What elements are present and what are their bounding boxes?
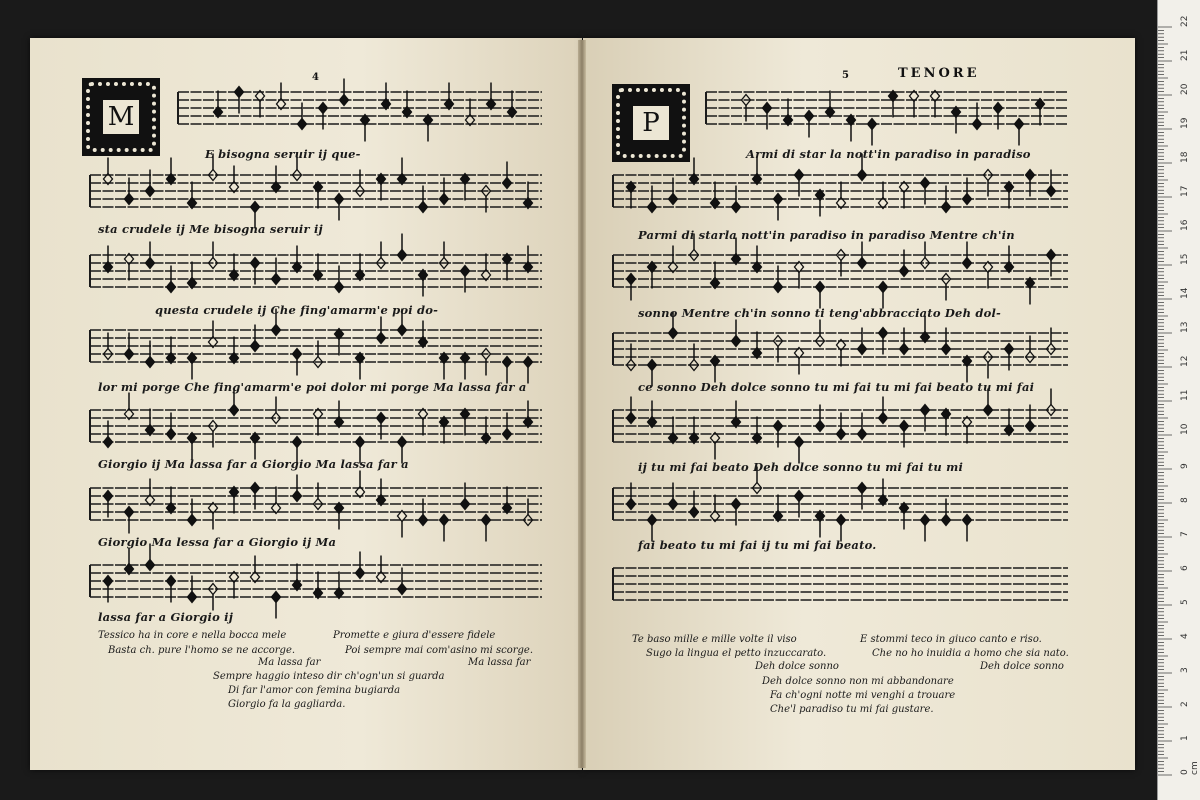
lyric-line-7: lassa far a Giorgio ij bbox=[98, 610, 234, 624]
note bbox=[230, 405, 239, 416]
lyric-line-5: Giorgio ij Ma lassa far a Giorgio Ma lassa far a bbox=[98, 457, 409, 471]
verse-line: E stommi teco in giuco canto e riso. bbox=[860, 634, 1042, 645]
note bbox=[251, 483, 260, 494]
staff bbox=[706, 91, 1068, 146]
note bbox=[146, 357, 155, 368]
note bbox=[1047, 186, 1056, 197]
note bbox=[900, 421, 909, 432]
note bbox=[837, 515, 846, 526]
initial-letter: M bbox=[103, 100, 139, 134]
decorated-initial-m bbox=[82, 78, 160, 156]
note bbox=[648, 515, 657, 526]
note bbox=[795, 437, 804, 448]
note bbox=[125, 349, 134, 360]
note bbox=[419, 515, 428, 526]
note bbox=[984, 405, 993, 416]
note bbox=[816, 282, 825, 293]
note bbox=[774, 421, 783, 432]
note bbox=[942, 344, 951, 355]
note bbox=[503, 429, 512, 440]
note bbox=[398, 325, 407, 336]
ruler-tick-label: 3 bbox=[1180, 667, 1190, 673]
ruler-tick-label: 11 bbox=[1180, 389, 1190, 401]
note bbox=[858, 170, 867, 181]
note bbox=[293, 491, 302, 502]
note bbox=[963, 258, 972, 269]
note bbox=[942, 202, 951, 213]
verse-refrain: Deh dolce sonno bbox=[980, 661, 1064, 672]
lyric-line-6: Giorgio Ma lessa far a Giorgio ij Ma bbox=[98, 535, 337, 549]
note bbox=[146, 186, 155, 197]
lyric-line-5: ij tu mi fai beato Deh dolce sonno tu mi fai tu mi bbox=[638, 460, 964, 474]
note bbox=[858, 344, 867, 355]
verse-line: Fa ch'ogni notte mi venghi a trouare bbox=[770, 690, 956, 701]
note bbox=[188, 592, 197, 603]
note bbox=[732, 499, 741, 510]
note bbox=[900, 266, 909, 277]
note bbox=[973, 119, 982, 130]
verse-line: Di far l'amor con femina bugiarda bbox=[228, 685, 401, 696]
staff bbox=[90, 309, 542, 384]
note bbox=[235, 87, 244, 98]
lyric-line-4: lor mi porge Che fing'amarm'e poi dolor mi porge Ma lassa far a bbox=[98, 380, 527, 394]
staff bbox=[90, 234, 542, 297]
ruler-tick-label: 18 bbox=[1180, 151, 1190, 163]
note bbox=[816, 421, 825, 432]
note bbox=[319, 103, 328, 114]
note bbox=[335, 194, 344, 205]
note bbox=[398, 250, 407, 261]
staff bbox=[90, 389, 542, 464]
ruler-tick-label: 2 bbox=[1180, 701, 1190, 707]
note bbox=[942, 515, 951, 526]
note bbox=[837, 429, 846, 440]
note bbox=[795, 491, 804, 502]
verse-line: Che'l paradiso tu mi fai gustare. bbox=[770, 704, 934, 715]
note bbox=[879, 282, 888, 293]
note bbox=[104, 491, 113, 502]
staff bbox=[90, 544, 542, 619]
note bbox=[900, 344, 909, 355]
ruler-tick-label: 4 bbox=[1180, 633, 1190, 639]
staff bbox=[178, 79, 542, 142]
lyric-line-4: ce sonno Deh dolce sonno tu mi fai tu mi fai beato tu mi fai bbox=[638, 380, 1035, 394]
lyric-line-1: Armi di star la nott'in paradiso in paradiso bbox=[746, 147, 1031, 161]
note bbox=[356, 568, 365, 579]
ruler-tick-label: 1 bbox=[1180, 735, 1190, 741]
note bbox=[335, 282, 344, 293]
note bbox=[732, 202, 741, 213]
note bbox=[858, 483, 867, 494]
note bbox=[188, 515, 197, 526]
staff bbox=[613, 234, 1068, 309]
lyric-line-2: Parmi di starla nott'in paradiso in paradiso Mentre ch'in bbox=[638, 228, 1015, 242]
verse-line: Sugo la lingua el petto inzuccarato. bbox=[646, 648, 827, 659]
note bbox=[125, 507, 134, 518]
lyric-line-2: sta crudele ij Me bisogna seruir ij bbox=[98, 222, 323, 236]
verse-refrain: Ma lassa far bbox=[258, 657, 321, 668]
voice-part-header: TENORE bbox=[898, 66, 980, 81]
note bbox=[419, 202, 428, 213]
verse-line: Poi sempre mai com'asino mi scorge. bbox=[345, 645, 534, 656]
verse-line: Promette e giura d'essere fidele bbox=[333, 630, 496, 641]
note bbox=[690, 507, 699, 518]
ruler-tick-label: 7 bbox=[1180, 531, 1190, 537]
lyric-line-3: sonno Mentre ch'in sonno ti teng'abbracciato Deh dol- bbox=[638, 306, 1001, 320]
ruler-tick-label: 19 bbox=[1180, 117, 1190, 129]
note bbox=[795, 170, 804, 181]
staff bbox=[90, 154, 542, 229]
lyric-line-1: E bisogna seruir ij que- bbox=[205, 147, 361, 161]
note bbox=[251, 202, 260, 213]
note bbox=[963, 194, 972, 205]
note bbox=[272, 592, 281, 603]
ruler-tick-label: 13 bbox=[1180, 321, 1190, 333]
note bbox=[805, 111, 814, 122]
lyric-line-6: fai beato tu mi fai ij tu mi fai beato. bbox=[638, 538, 877, 552]
ruler-tick-label: 9 bbox=[1180, 463, 1190, 469]
ruler-tick-label: 5 bbox=[1180, 599, 1190, 605]
ruler-tick-label: 12 bbox=[1180, 355, 1190, 367]
note bbox=[648, 202, 657, 213]
note bbox=[921, 178, 930, 189]
note bbox=[146, 560, 155, 571]
ruler-tick-label: 10 bbox=[1180, 423, 1190, 435]
staff bbox=[613, 312, 1068, 387]
note bbox=[272, 325, 281, 336]
note bbox=[774, 194, 783, 205]
verse-line: Giorgio fa la gagliarda. bbox=[228, 699, 346, 710]
note bbox=[868, 119, 877, 130]
note bbox=[1047, 250, 1056, 261]
staff bbox=[613, 154, 1068, 221]
note bbox=[879, 413, 888, 424]
note bbox=[340, 95, 349, 106]
note bbox=[482, 515, 491, 526]
note bbox=[356, 437, 365, 448]
verse-line: Che no ho inuidia a homo che sia nato. bbox=[872, 648, 1069, 659]
ruler-tick-label: 14 bbox=[1180, 287, 1190, 299]
note bbox=[503, 357, 512, 368]
note bbox=[669, 328, 678, 339]
note bbox=[167, 282, 176, 293]
ruler-tick-label: 6 bbox=[1180, 565, 1190, 571]
note bbox=[648, 360, 657, 371]
note bbox=[1015, 119, 1024, 130]
staff bbox=[613, 467, 1068, 542]
note bbox=[377, 333, 386, 344]
note bbox=[774, 282, 783, 293]
note bbox=[104, 576, 113, 587]
note bbox=[440, 515, 449, 526]
decorated-initial-p bbox=[612, 84, 690, 162]
note bbox=[858, 429, 867, 440]
note bbox=[251, 341, 260, 352]
note bbox=[104, 437, 113, 448]
note bbox=[627, 499, 636, 510]
note bbox=[627, 413, 636, 424]
note bbox=[858, 258, 867, 269]
note bbox=[921, 515, 930, 526]
ruler-tick-label: 16 bbox=[1180, 219, 1190, 231]
ruler-tick-label: 21 bbox=[1180, 49, 1190, 61]
ruler-tick-label: 17 bbox=[1180, 185, 1190, 197]
note bbox=[167, 429, 176, 440]
ruler-tick-label: 20 bbox=[1180, 83, 1190, 95]
verse-line: Sempre haggio inteso dir ch'ogn'un si guarda bbox=[213, 671, 445, 682]
note bbox=[503, 178, 512, 189]
note bbox=[1005, 344, 1014, 355]
initial-letter: P bbox=[633, 106, 669, 140]
note bbox=[167, 576, 176, 587]
note bbox=[524, 357, 533, 368]
note bbox=[293, 349, 302, 360]
note bbox=[251, 258, 260, 269]
ruler-tick-label: 15 bbox=[1180, 253, 1190, 265]
note bbox=[298, 119, 307, 130]
note bbox=[398, 584, 407, 595]
staff bbox=[613, 389, 1068, 464]
note bbox=[1026, 421, 1035, 432]
left-page-number: 4 bbox=[312, 72, 319, 83]
note bbox=[440, 194, 449, 205]
note bbox=[669, 499, 678, 510]
note bbox=[377, 413, 386, 424]
note bbox=[963, 515, 972, 526]
verse-refrain: Ma lassa far bbox=[468, 657, 531, 668]
note bbox=[293, 437, 302, 448]
note bbox=[146, 258, 155, 269]
note bbox=[461, 499, 470, 510]
lyric-line-3: questa crudele ij Che fing'amarm'e poi do- bbox=[155, 303, 439, 317]
note bbox=[669, 194, 678, 205]
note bbox=[398, 437, 407, 448]
note bbox=[732, 336, 741, 347]
right-page-number: 5 bbox=[842, 70, 849, 81]
verse-refrain: Deh dolce sonno bbox=[755, 661, 839, 672]
note bbox=[763, 103, 772, 114]
verse-line: Basta ch. pure l'homo se ne accorge. bbox=[108, 645, 296, 656]
ruler-tick-label: 8 bbox=[1180, 497, 1190, 503]
verse-line: Tessico ha in core e nella bocca mele bbox=[98, 630, 287, 641]
note bbox=[1026, 170, 1035, 181]
ruler-tick-label: 0 cm bbox=[1180, 761, 1200, 775]
note bbox=[125, 194, 134, 205]
staff bbox=[613, 568, 1068, 600]
ruler-tick-label: 22 bbox=[1180, 15, 1190, 27]
verse-line: Te baso mille e mille volte il viso bbox=[632, 634, 797, 645]
staff bbox=[90, 471, 542, 542]
note bbox=[461, 266, 470, 277]
note bbox=[879, 328, 888, 339]
note bbox=[627, 274, 636, 285]
verse-line: Deh dolce sonno non mi abbandonare bbox=[762, 676, 954, 687]
note bbox=[994, 103, 1003, 114]
note bbox=[272, 274, 281, 285]
note bbox=[921, 405, 930, 416]
